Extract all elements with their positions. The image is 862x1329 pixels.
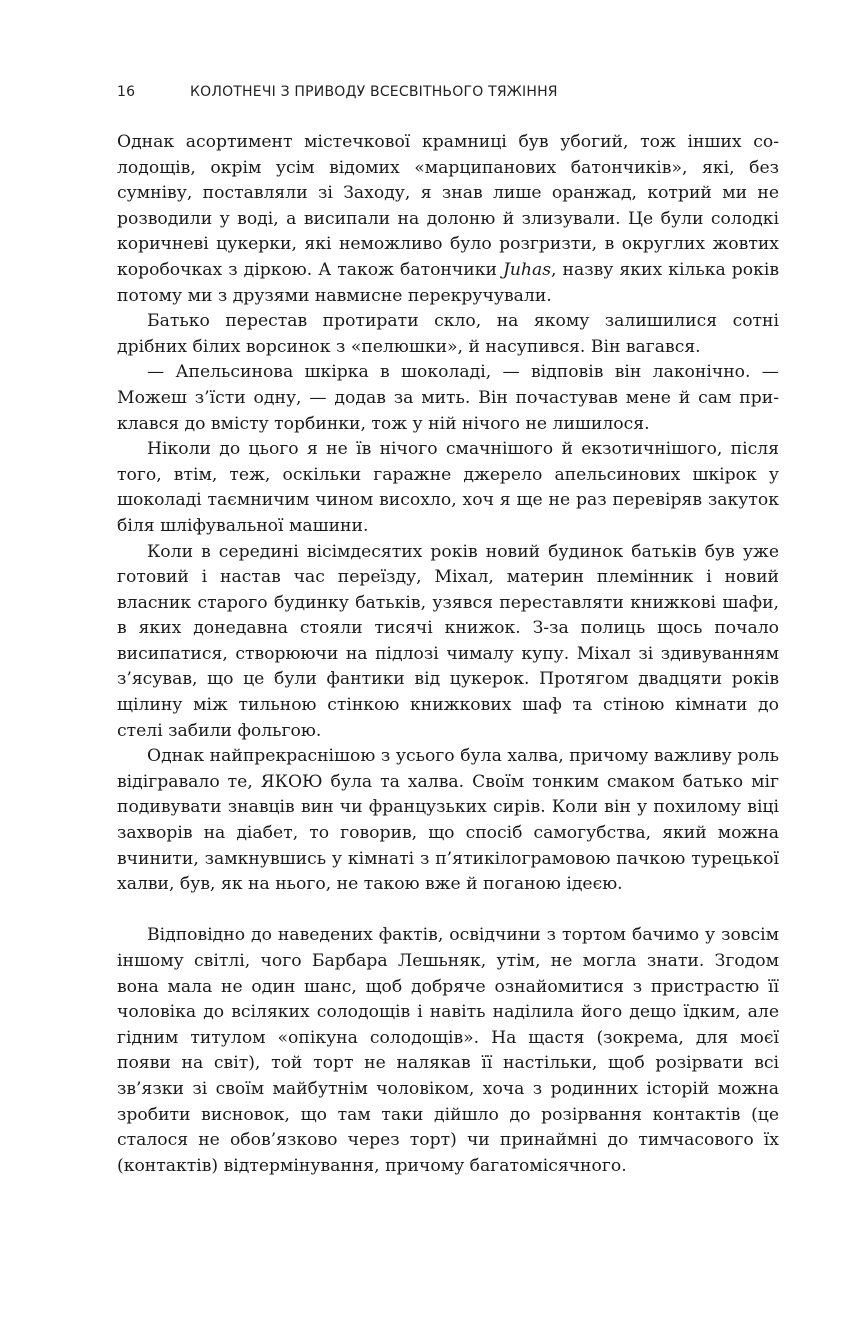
page-number: 16 <box>117 84 136 100</box>
paragraph-2: Батько перестав протирати скло, на якому залишилися сотні дрібних білих ворсинок з «пелюшки», й насупився. Він вагався. <box>117 311 779 357</box>
paragraph-1-emphasis: Juhas <box>502 259 552 280</box>
running-head <box>117 84 777 108</box>
running-head-title: КОЛОТНЕЧІ З ПРИВОДУ ВСЕСВІТНЬОГО ТЯЖІННЯ <box>190 84 558 100</box>
paragraph-1-text-after: , назву яких кілька років потому ми з друзями навмисне перекручували. <box>117 259 780 306</box>
paragraph-1 <box>117 130 779 309</box>
paragraph-4: Ніколи до цього я не їв нічого смачнішого й екзотичнішого, після того, втім, теж, оскільки гаражне джерело апельсинових шкірок у шоколаді таємничим чином висохло, хоч я ще не раз перевіряв закуток біля шліфувальної машини. <box>117 439 779 536</box>
paragraph-3: — Апельсинова шкірка в шоколаді, — відповів він лаконічно. — Можеш з’їсти одну, — додав за мить. Він почастував мене й сам приклався до вмісту торбинки, тож у ній нічого не лишилося. <box>117 362 779 434</box>
paragraph-6: Однак найпрекраснішою з усього була халва, причому важливу роль відігравало те, ЯКОЮ була та халва. Своїм тонким смаком батько міг подивувати знавців вин чи французьких сирів. Коли він у похилому віці захворів на діабет, то говорив, що спосіб самогубства, який можна вчинити, замкнувшись у кімнаті з п’ятикілограмовою пачкою турецької халви, був, як на нього, не такою вже й поганою ідеєю. <box>117 746 779 895</box>
paragraph-1-text-before: Однак асортимент містечкової крамниці був убогий, тож інших солодощів, окрім усім відомих «марципанових батончиків», які, без сумніву, поставляли зі Заходу, я знав лише оранжад, котрий ми не розводили у воді, а висипали на долоню й злизували. Це були солодкі коричневі цукерки, які неможливо було розгризти, в округлих жовтих коробочках з діркою. А також батончики <box>117 132 779 280</box>
paragraph-5: Коли в середині вісімдесятих років новий будинок батьків був уже готовий і настав час переїзду, Міхал, материн племінник і новий власник старого будинку батьків, узявся переставляти книжкові шафи, в яких донедавна стояли тисячі книжок. З-за полиць щось почало висипатися, створюючи на підлозі чималу купу. Міхал зі здивуванням з’ясував, що це були фантики від цукерок. Протягом двадцяти років щілину між тильною стінкою книжкових шаф та стіною кімнати до стелі забили фольгою. <box>117 541 779 741</box>
body-text <box>117 130 779 1179</box>
paragraph-7: Відповідно до наведених фактів, освідчини з тортом бачимо у зовсім іншому світлі, чого Барбара Лешьняк, утім, не могла знати. Згодом вона мала не один шанс, щоб добряче ознайомитися з пристрастю її чоловіка до всіляких солодощів і навіть наділила його дещо їдким, але гідним титулом «опікуна солодощів». На щастя (зокрема, для моєї появи на світ), той торт не налякав її настільки, щоб розірвати всі зв’язки зі своїм майбутнім чоловіком, хоча з родинних історій можна зробити висновок, що там таки дійшло до розірвання контактів (це сталося не обов’язково через торт) чи принаймні до тимчасового їх (контактів) відтермінування, причому багатомісячного. <box>117 925 779 1176</box>
